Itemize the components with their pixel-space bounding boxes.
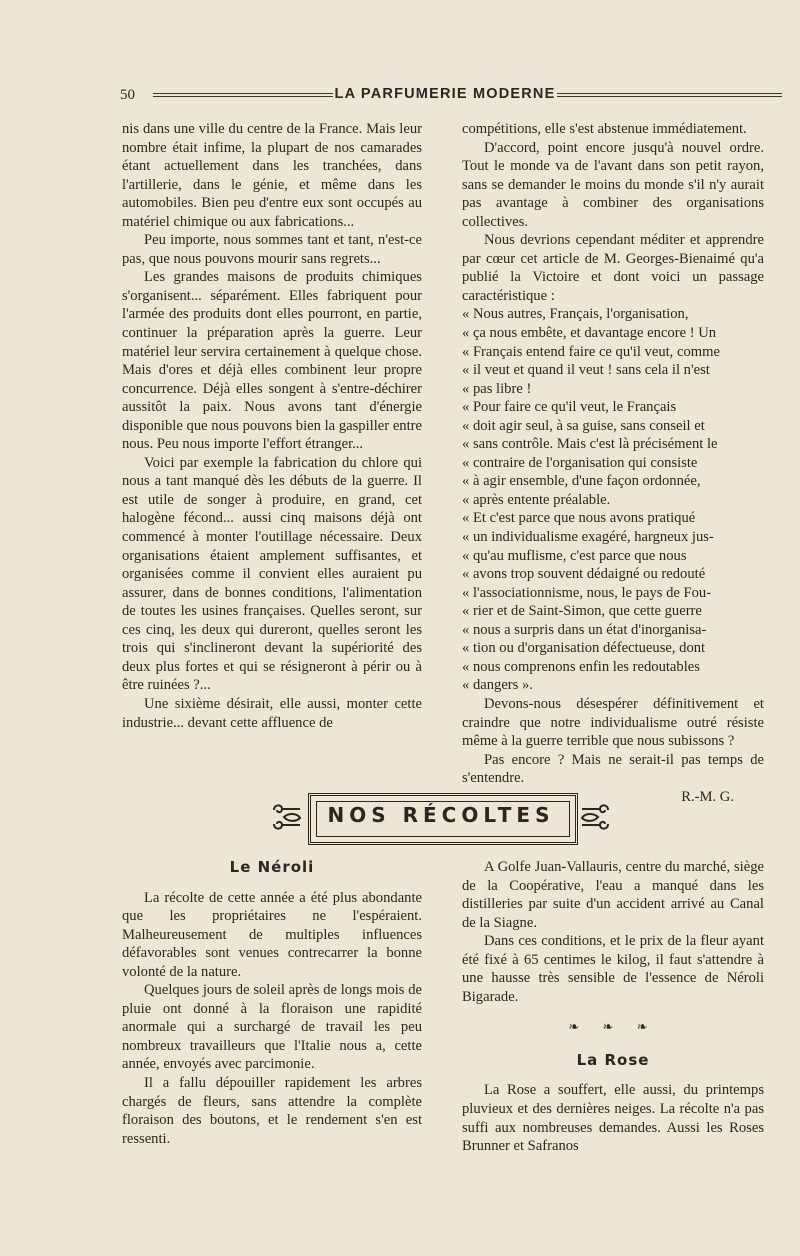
paragraph: Les grandes maisons de produits chimiques s'organisent... séparément. Elles fabriquent pour l'armée des produits dont elles pourront, en partie, continuer la préparation après la guerre. Leur matériel leur servira certainement à quelque chose. Mais d'ores et déjà elles combinent leur propre concurrence. Déjà elles songent à s'entre-déchirer aussitôt la paix. Nous avons tant d'énergie disponible que nous pouvons bien la gaspiller entre nous. Peu nous importe l'effort étranger...	[122, 269, 422, 453]
quote-line: « pas libre !	[462, 380, 532, 397]
paragraph: Nous devrions cependant méditer et apprendre par cœur cet article de M. Georges-Bienaimé qu'a publié la Victoire et dont voici un passage caractéristique :	[462, 232, 764, 304]
quote-line: « qu'au muflisme, c'est parce que nous	[462, 547, 687, 564]
paragraph: Voici par exemple la fabrication du chlore qui nous a tant manqué dès les débuts de la guerre. Il est utile de songer à produire, en grand, cet halogène fécond... aussi cinq maisons déjà ont commencé à monter l'outillage nécessaire. Deux organisations étaient amplement suffisantes, et organisées comme il convient elles auraient pu assurer, dans de bonnes conditions, l'alimentation de toutes les usines françaises. Quelles seront, sur ces cinq, les deux qui dureront, quelles seront les trois qui s'inclineront devant la supériorité des deux plus fortes et qui se résigneront à périr ou à être ruinées ?...	[122, 454, 422, 694]
quote-line: « à agir ensemble, d'une façon ordonnée,	[462, 473, 701, 490]
section-heading-rose: La Rose	[576, 1050, 650, 1069]
quote-line: « Et c'est parce que nous avons pratiqué	[462, 510, 696, 527]
quote-line: « Pour faire ce qu'il veut, le Français	[462, 399, 677, 416]
quote-line: « Nous autres, Français, l'organisation,	[462, 306, 689, 323]
paragraph: compétitions, elle s'est abstenue immédiatement.	[462, 121, 747, 137]
paragraph: D'accord, point encore jusqu'à nouvel ordre. Tout le monde va de l'avant dans son petit rayon, sans se demander le moins du monde s'il n'y aurait pas avantage à combiner des organisations collectives.	[462, 139, 764, 230]
paragraph: nis dans une ville du centre de la France. Mais leur nombre était infime, la plupart de nos camarades étant actuellement dans les tranchées, dans l'artillerie, dans le génie, et même dans les automobiles. Bien peu d'entre eux sont occupés au matériel chimique ou aux fabrications...	[122, 121, 422, 230]
paragraph: Il a fallu dépouiller rapidement les arbres chargés de fleurs, sans attendre la complète floraison des boutons, et le rendement s'en est ressenti.	[122, 1075, 422, 1147]
quote-line: « l'associationnisme, nous, le pays de Fou-	[462, 584, 712, 601]
paragraph: La Rose a souffert, elle aussi, du printemps pluvieux et des dernières neiges. La récolte n'a pas suffi aux nombreuses demandes. Aussi les Roses Brunner et Safranos	[462, 1082, 764, 1155]
paragraph: Une sixième désirait, elle aussi, monter cette industrie... devant cette affluence de	[122, 695, 422, 731]
page-number: 50	[120, 87, 135, 103]
neroli-rose-column	[462, 858, 764, 1156]
paragraph: A Golfe Juan-Vallauris, centre du marché, siège de la Coopérative, l'eau a manqué dans les distilleries par suite d'un accident arrivé au Canal de la Siagne.	[462, 859, 764, 931]
paragraph: Pas encore ? Mais ne serait-il pas temps de s'entendre.	[462, 751, 764, 787]
quote-line: « il veut et quand il veut ! sans cela il n'est	[462, 362, 710, 379]
quote-line: « sans contrôle. Mais c'est là précisément le	[462, 436, 718, 453]
section-banner	[270, 790, 612, 850]
quote-line: « Français entend faire ce qu'il veut, comme	[462, 343, 720, 360]
paragraph: Peu importe, nous sommes tant et tant, n'est-ce pas, que nous pouvons mourir sans regrets...	[122, 232, 422, 267]
signature: R.-M. G.	[681, 788, 734, 805]
fleuron-ornament-right	[578, 800, 612, 834]
quote-line: « tion ou d'organisation défectueuse, dont	[462, 640, 706, 657]
column-left	[122, 120, 422, 732]
neroli-column	[122, 858, 422, 1148]
quote-line: « un individualisme exagéré, hargneux jus-	[462, 529, 714, 546]
quote-line: « contraire de l'organisation qui consiste	[462, 454, 698, 471]
running-title: LA PARFUMERIE MODERNE	[334, 86, 556, 102]
paragraph: Quelques jours de soleil après de longs mois de pluie ont donné à la floraison une rapidité anormale qui a surchargé de travail les peu nombreux travailleurs que l'Italie nous a, cette année, envoyés avec parcimonie.	[122, 982, 422, 1073]
paragraph: La récolte de cette année a été plus abondante que les propriétaires ne l'espéraient. Malheureusement de multiples influences défavorables sont venues contrecarrer la bonne volonté de la nature.	[122, 889, 422, 980]
header-rule-left	[153, 93, 333, 97]
quote-line: « nous a surpris dans un état d'inorganisa-	[462, 621, 707, 638]
column-right	[462, 120, 764, 806]
header-rule-right	[557, 93, 782, 97]
running-header	[117, 85, 782, 107]
quotation	[462, 305, 764, 694]
quote-line: « avons trop souvent dédaigné ou redouté	[462, 566, 706, 583]
quote-line: « après entente préalable.	[462, 491, 611, 508]
section-title: NOS RÉCOLTES	[327, 803, 555, 827]
quote-line: « dangers ».	[462, 677, 533, 694]
section-heading-neroli: Le Néroli	[229, 858, 315, 876]
separator-ornament: ❧ ❧ ❧	[568, 1019, 658, 1035]
quote-line: « rier et de Saint-Simon, que cette guerre	[462, 603, 702, 620]
paragraph: Devons-nous désespérer définitivement et craindre que notre individualisme outré résiste même à la guerre terrible que nous subissons ?	[462, 695, 764, 750]
quote-line: « nous comprenons enfin les redoutables	[462, 658, 700, 675]
quote-line: « ça nous embête, et davantage encore ! Un	[462, 325, 717, 342]
quote-line: « doit agir seul, à sa guise, sans conseil et	[462, 417, 705, 434]
paragraph: Dans ces conditions, et le prix de la fleur ayant été fixé à 65 centimes le kilog, il faut s'attendre à une hausse très sensible de l'essence de Néroli Bigarade.	[462, 933, 764, 1005]
